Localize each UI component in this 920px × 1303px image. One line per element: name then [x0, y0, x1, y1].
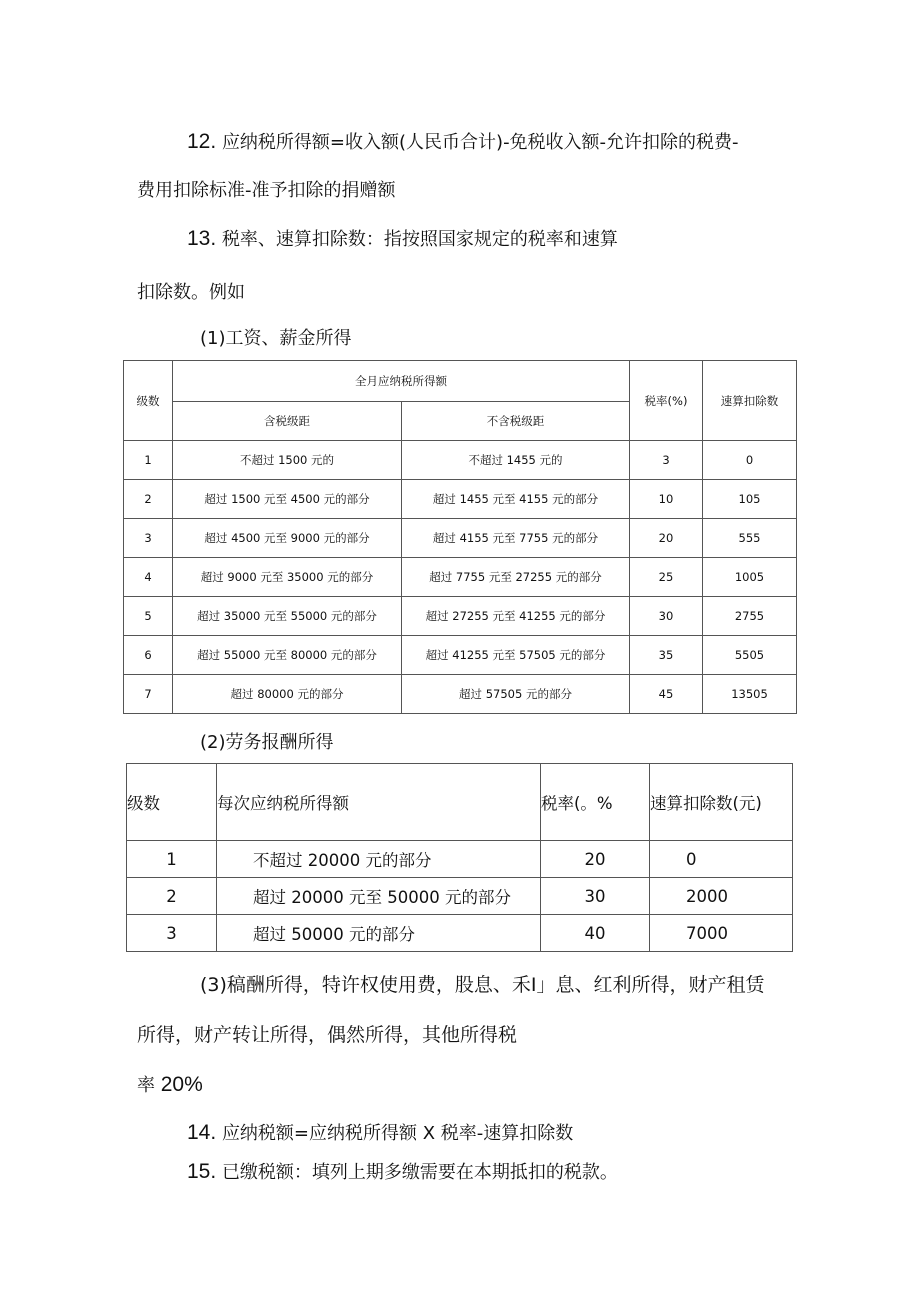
- deduction-cell: 2000: [650, 878, 793, 915]
- section-3-line-1: (3)稿酬所得，特许权使用费，股息、禾I」息、红利所得，财产租赁: [200, 974, 765, 996]
- header-deduction: 速算扣除数: [703, 361, 797, 441]
- item-12-text: 应纳税所得额=收入额(人民币合计)-免税收入额-允许扣除的税费-: [221, 132, 739, 153]
- level-cell: 2: [127, 878, 217, 915]
- header-rate: 税率(%): [630, 361, 703, 441]
- level-cell: 3: [124, 519, 173, 558]
- rate-cell: 30: [541, 878, 650, 915]
- deduction-cell: 5505: [703, 636, 797, 675]
- item-13-number: 13.: [187, 227, 217, 250]
- item-14-number: 14.: [187, 1121, 217, 1144]
- deduction-cell: 2755: [703, 597, 797, 636]
- deduction-cell: 555: [703, 519, 797, 558]
- item-13-text: 税率、速算扣除数：指按照国家规定的税率和速算: [221, 229, 618, 250]
- level-cell: 4: [124, 558, 173, 597]
- item-12-line-2: 费用扣除标准-准予扣除的捐赠额: [137, 180, 396, 201]
- without-tax-cell: 超过 57505 元的部分: [402, 675, 630, 714]
- without-tax-cell: 超过 1455 元至 4155 元的部分: [402, 480, 630, 519]
- taxable-cell: 超过 20000 元至 50000 元的部分: [217, 878, 541, 915]
- header-taxable: 每次应纳税所得额: [217, 764, 541, 841]
- item-14-text: 应纳税额=应纳税所得额 X 税率-速算扣除数: [221, 1123, 574, 1144]
- item-15-number: 15.: [187, 1160, 217, 1183]
- with-tax-cell: 超过 80000 元的部分: [173, 675, 402, 714]
- section-2-title: (2)劳务报酬所得: [200, 732, 334, 753]
- header-without-tax: 不含税级距: [402, 402, 630, 441]
- deduction-cell: 0: [703, 441, 797, 480]
- table-row: [124, 597, 797, 636]
- deduction-cell: 0: [650, 841, 793, 878]
- section-3-line-2: 所得，财产转让所得，偶然所得，其他所得税: [137, 1024, 518, 1046]
- level-cell: 7: [124, 675, 173, 714]
- deduction-cell: 105: [703, 480, 797, 519]
- salary-tax-table: [123, 360, 797, 714]
- item-12-number: 12.: [187, 130, 217, 153]
- table-row: [124, 636, 797, 675]
- deduction-cell: 7000: [650, 915, 793, 952]
- rate-cell: 45: [630, 675, 703, 714]
- header-level: 级数: [127, 764, 217, 841]
- item-13-line-2: 扣除数。例如: [137, 282, 245, 303]
- labor-tax-table: [126, 763, 793, 952]
- header-rate: 税率(。%: [541, 764, 650, 841]
- rate-cell: 30: [630, 597, 703, 636]
- rate-cell: 20: [541, 841, 650, 878]
- item-15-text: 已缴税额：填列上期多缴需要在本期抵扣的税款。: [221, 1162, 618, 1183]
- item-14: [187, 1120, 573, 1147]
- table-row: [124, 519, 797, 558]
- level-cell: 3: [127, 915, 217, 952]
- level-cell: 1: [124, 441, 173, 480]
- header-monthly-taxable: 全月应纳税所得额: [173, 361, 630, 402]
- taxable-cell: 超过 50000 元的部分: [217, 915, 541, 952]
- section-1-title: (1)工资、薪金所得: [200, 328, 352, 349]
- rate-cell: 10: [630, 480, 703, 519]
- with-tax-cell: 超过 9000 元至 35000 元的部分: [173, 558, 402, 597]
- rate-label: 率: [137, 1075, 155, 1096]
- header-deduction: 速算扣除数(元): [650, 764, 793, 841]
- rate-cell: 40: [541, 915, 650, 952]
- rate-cell: 3: [630, 441, 703, 480]
- without-tax-cell: 超过 7755 元至 27255 元的部分: [402, 558, 630, 597]
- level-cell: 2: [124, 480, 173, 519]
- item-13-line-1: [187, 226, 618, 253]
- without-tax-cell: 不超过 1455 元的: [402, 441, 630, 480]
- item-15: [187, 1159, 618, 1186]
- without-tax-cell: 超过 27255 元至 41255 元的部分: [402, 597, 630, 636]
- header-level: 级数: [124, 361, 173, 441]
- table-row: [124, 441, 797, 480]
- without-tax-cell: 超过 4155 元至 7755 元的部分: [402, 519, 630, 558]
- table-row: [127, 915, 793, 952]
- taxable-cell: 不超过 20000 元的部分: [217, 841, 541, 878]
- rate-cell: 25: [630, 558, 703, 597]
- item-12-line-1: [187, 129, 739, 156]
- with-tax-cell: 不超过 1500 元的: [173, 441, 402, 480]
- rate-value: 20%: [160, 1073, 203, 1096]
- table-row: [124, 675, 797, 714]
- without-tax-cell: 超过 41255 元至 57505 元的部分: [402, 636, 630, 675]
- deduction-cell: 13505: [703, 675, 797, 714]
- level-cell: 1: [127, 841, 217, 878]
- deduction-cell: 1005: [703, 558, 797, 597]
- table-row: [124, 558, 797, 597]
- level-cell: 6: [124, 636, 173, 675]
- section-3-line-3: [137, 1072, 203, 1099]
- header-with-tax: 含税级距: [173, 402, 402, 441]
- table-row: [127, 878, 793, 915]
- with-tax-cell: 超过 1500 元至 4500 元的部分: [173, 480, 402, 519]
- rate-cell: 35: [630, 636, 703, 675]
- with-tax-cell: 超过 55000 元至 80000 元的部分: [173, 636, 402, 675]
- with-tax-cell: 超过 35000 元至 55000 元的部分: [173, 597, 402, 636]
- table-row: [124, 480, 797, 519]
- table-row: [127, 841, 793, 878]
- level-cell: 5: [124, 597, 173, 636]
- with-tax-cell: 超过 4500 元至 9000 元的部分: [173, 519, 402, 558]
- rate-cell: 20: [630, 519, 703, 558]
